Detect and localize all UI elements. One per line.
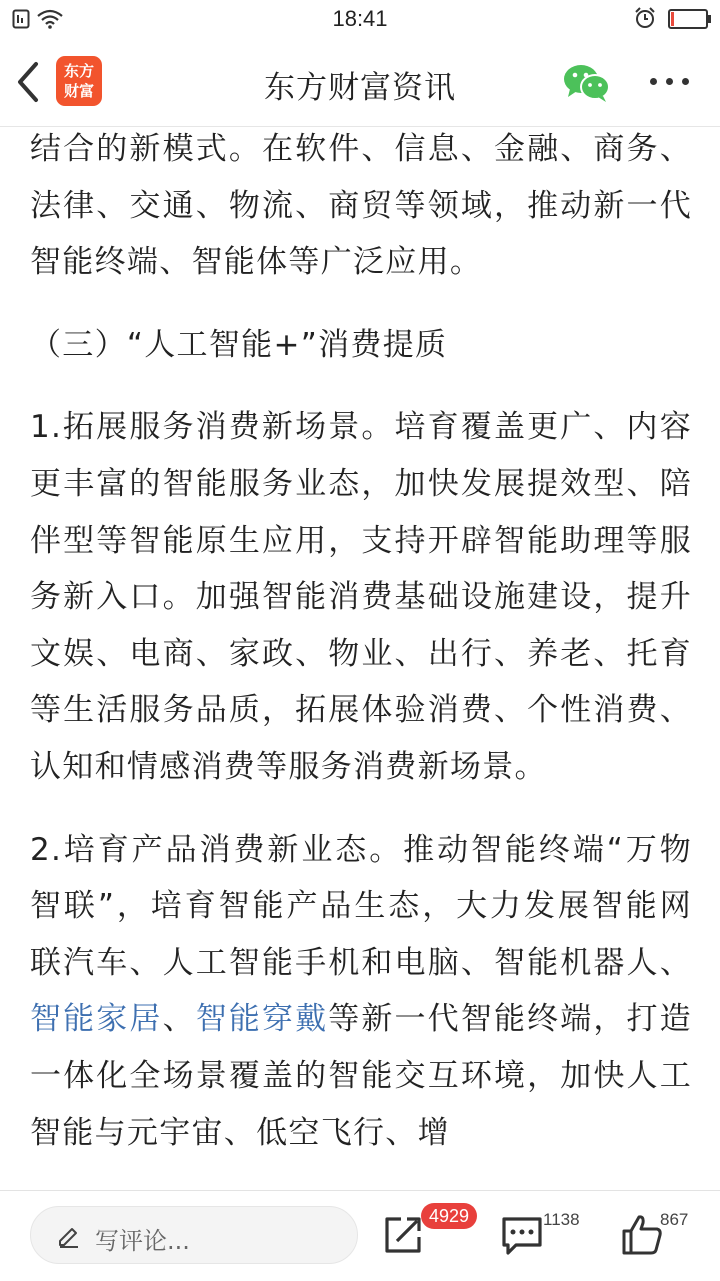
alarm-icon <box>634 7 656 29</box>
article-paragraph: 1.拓展服务消费新场景。培育覆盖更广、内容更丰富的智能服务业态，加快发展提效型、陪伴型等智能原生应用，支持开辟智能助理等服务新入口。加强智能消费基础设施建设，提升文娱、电商、家政、物业、出行、养老、托育等生活服务品质，拓展体验消费、个性消费、认知和情感消费等服务消费新场景。 <box>30 409 692 785</box>
more-icon[interactable] <box>646 66 694 98</box>
section-heading: （三）“人工智能+”消费提质 <box>30 326 448 363</box>
wechat-icon[interactable] <box>562 62 612 104</box>
logo-text-bottom: 财富 <box>63 82 94 100</box>
pencil-icon <box>57 1224 81 1248</box>
article-paragraph: 结合的新模式。在软件、信息、金融、商务、法律、交通、物流、商贸等领域，推动新一代智能终端、智能体等广泛应用。 <box>30 131 692 281</box>
comment-placeholder: 写评论... <box>95 1227 190 1255</box>
status-bar <box>0 0 720 38</box>
bottom-bar <box>0 1190 720 1281</box>
page-title: 东方财富资讯 <box>264 70 456 106</box>
smart-wearable-link[interactable]: 智能穿戴 <box>195 1001 329 1038</box>
share-count-badge: 4929 <box>421 1203 477 1229</box>
paragraph-text: 2.培育产品消费新业态。推动智能终端“万物智联”，培育智能产品生态，大力发展智能网联汽车、人工智能手机和电脑、智能机器人、 <box>30 831 692 981</box>
battery-icon <box>668 8 712 30</box>
like-count: 867 <box>660 1210 689 1229</box>
status-time: 18:41 <box>332 6 388 31</box>
article-paragraph <box>30 822 692 1162</box>
paragraph-text: 、 <box>162 1001 196 1038</box>
share-icon[interactable] <box>381 1213 425 1257</box>
comment-input[interactable] <box>30 1206 358 1264</box>
comment-icon[interactable] <box>500 1213 544 1257</box>
comment-count: 1138 <box>543 1210 580 1229</box>
logo-text-top: 东方 <box>63 62 94 80</box>
article-content <box>0 127 720 1190</box>
nav-bar <box>0 38 720 127</box>
like-icon[interactable] <box>620 1213 664 1257</box>
paragraph-text: 等新一代智能终端，打造一体化全场景覆盖的智能交互环境，加快人工智能与元宇宙、低空飞行、增 <box>30 1001 692 1151</box>
smart-home-link[interactable]: 智能家居 <box>30 1001 163 1038</box>
